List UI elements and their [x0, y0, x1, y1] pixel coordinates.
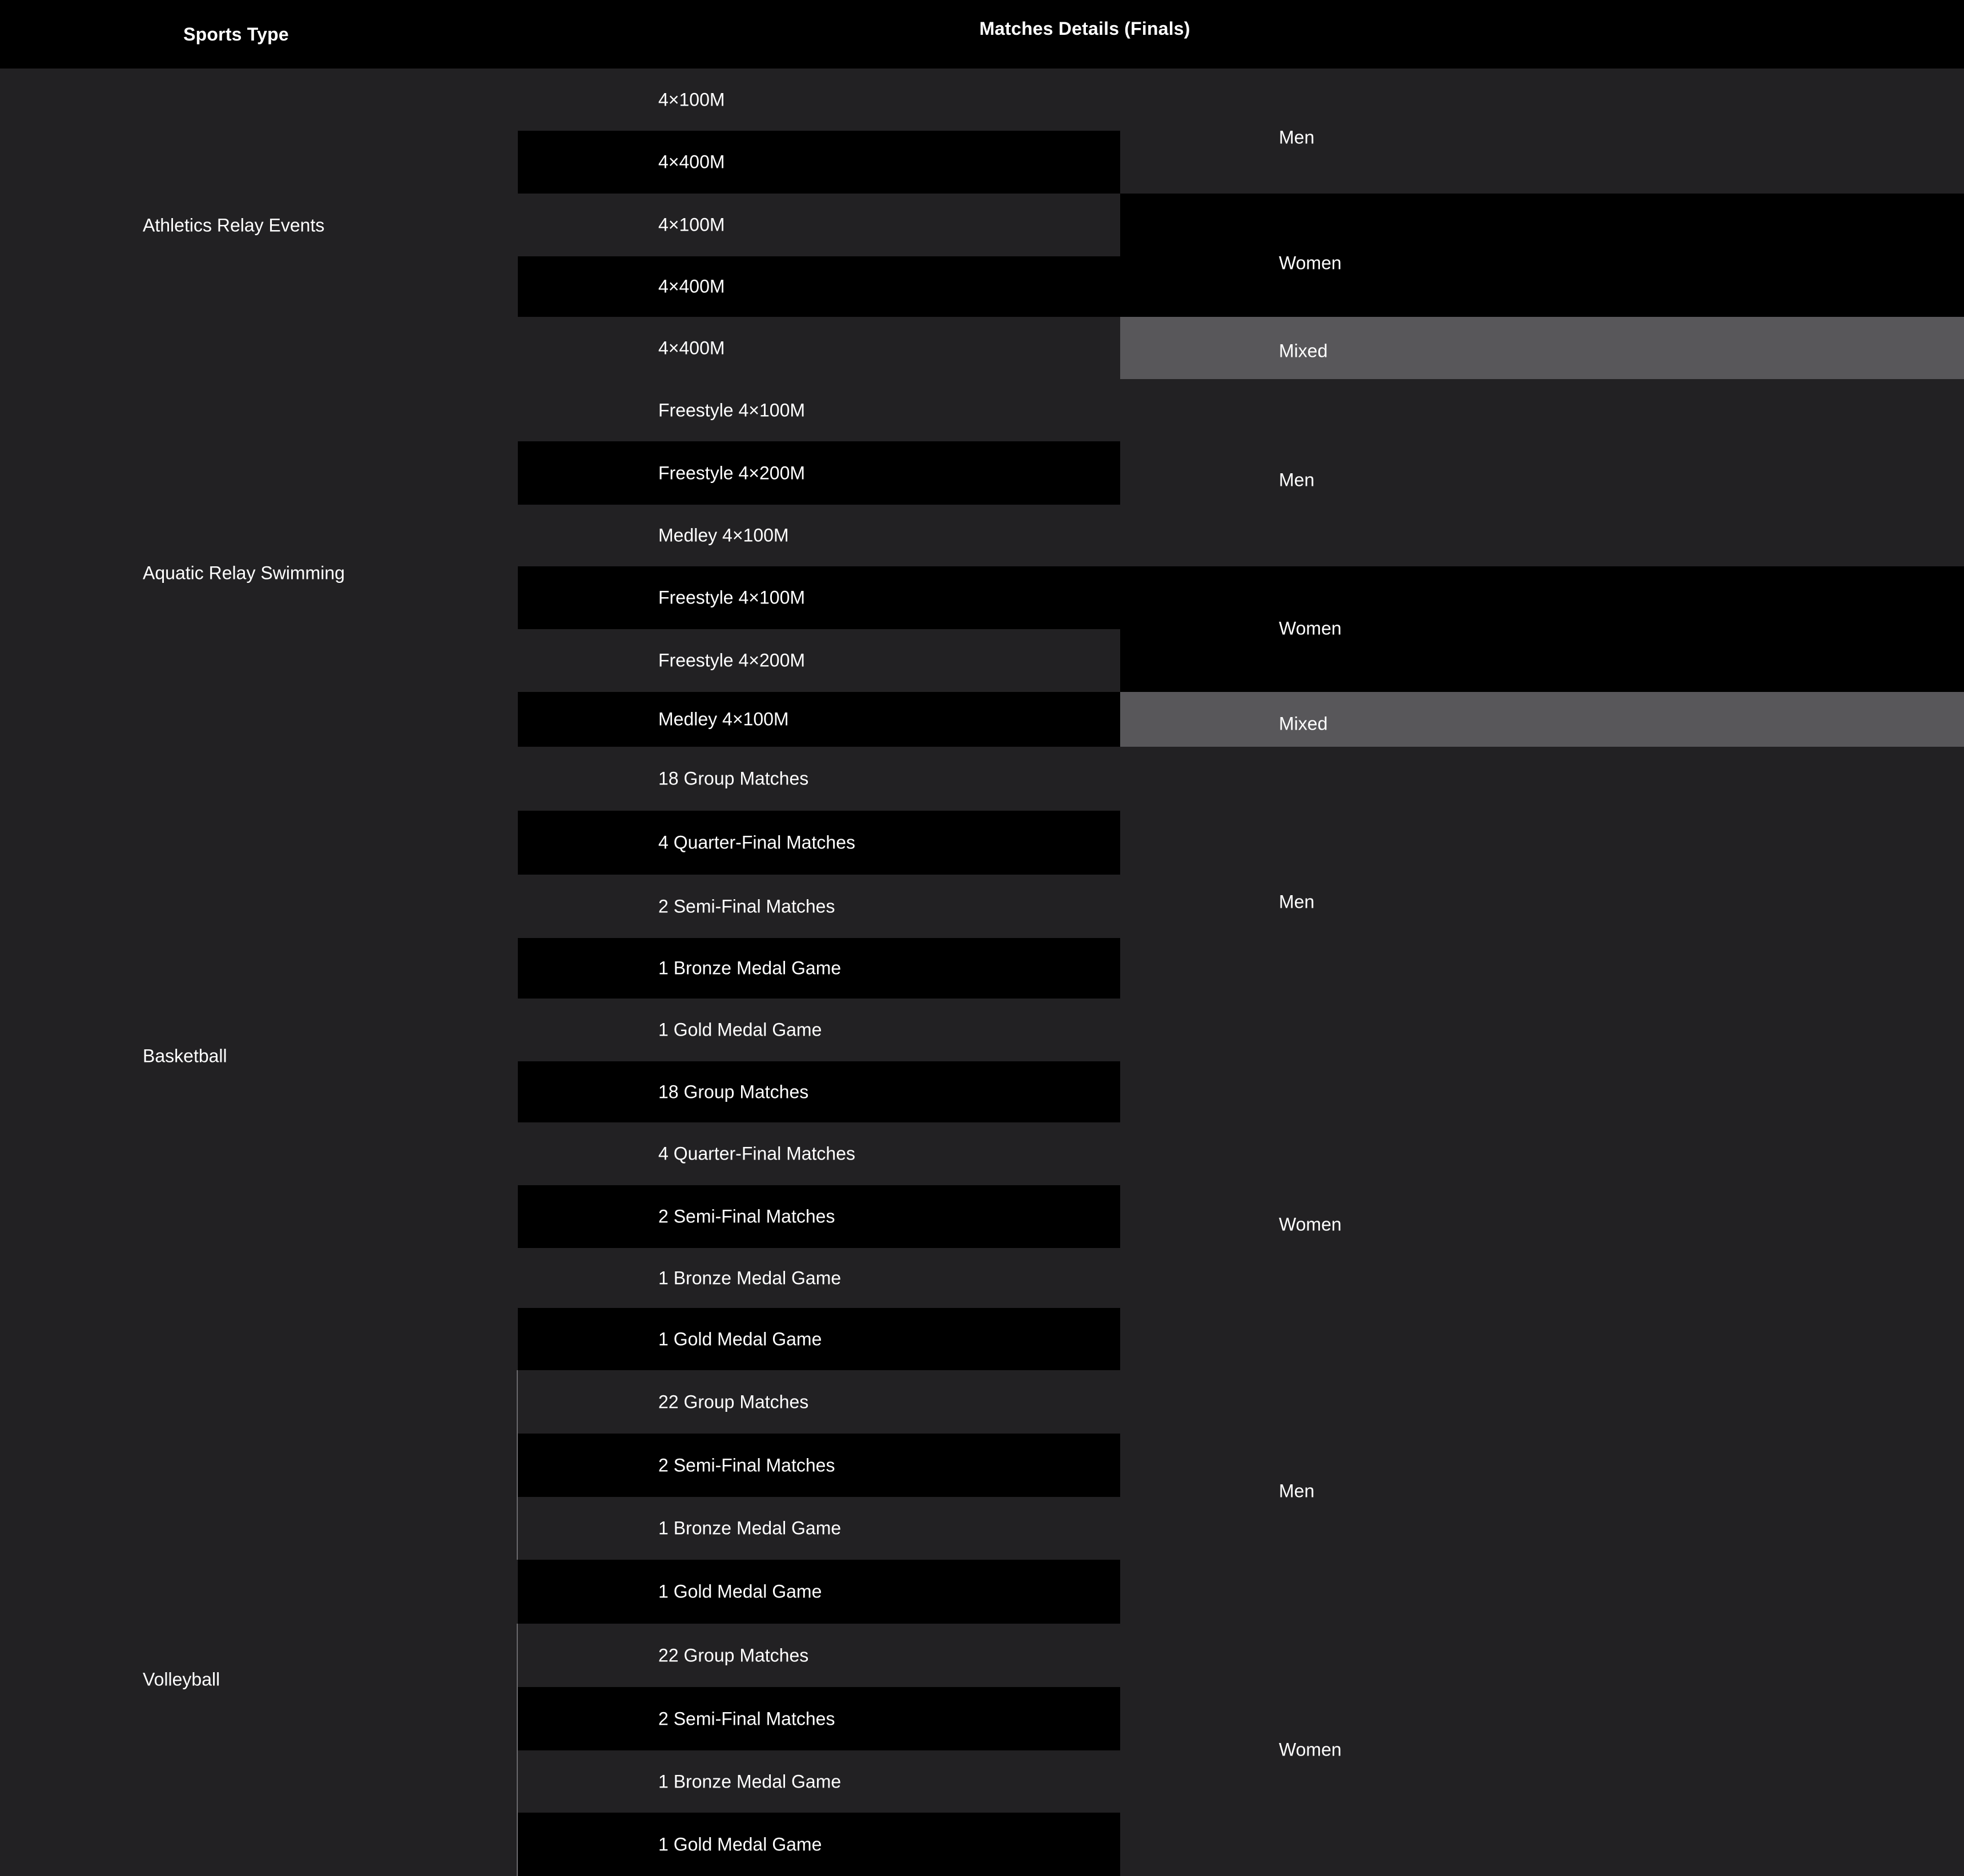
- gender-cell: [1120, 1370, 1964, 1624]
- table-row: [518, 1497, 1120, 1560]
- gender-cell: [1120, 566, 1964, 692]
- match-detail: Medley 4×100M: [658, 708, 789, 730]
- table-row: [518, 629, 1120, 692]
- match-detail: 2 Semi-Final Matches: [658, 896, 835, 916]
- table-row: [518, 441, 1120, 505]
- table-row: [518, 999, 1120, 1061]
- gender-label: Men: [1279, 469, 1315, 490]
- gender-label: Women: [1279, 618, 1342, 639]
- gender-cell: [1120, 747, 1964, 1061]
- table-row: [518, 505, 1120, 566]
- table-row: [518, 566, 1120, 629]
- match-detail: 1 Gold Medal Game: [658, 1329, 822, 1349]
- header-matches-details: Matches Details (Finals): [979, 18, 1190, 39]
- table-row: [518, 1750, 1120, 1813]
- gender-cell: [1120, 194, 1964, 317]
- gender-cell: [1120, 692, 1964, 747]
- table-row: [518, 194, 1120, 256]
- table-row: [518, 692, 1120, 747]
- match-detail: 2 Semi-Final Matches: [658, 1455, 835, 1475]
- table-row: [518, 811, 1120, 875]
- table-row: [518, 1185, 1120, 1248]
- table-row: [518, 1560, 1120, 1624]
- table-row: [518, 1308, 1120, 1370]
- table-row: [518, 875, 1120, 938]
- gender-cell: [1120, 69, 1964, 194]
- gender-label: Mixed: [1279, 340, 1328, 361]
- table-row: [518, 1248, 1120, 1308]
- gender-cell: [1120, 317, 1964, 379]
- match-detail: 4 Quarter-Final Matches: [658, 1143, 856, 1164]
- match-detail: 2 Semi-Final Matches: [658, 1206, 835, 1227]
- gender-cell: [1120, 1624, 1964, 1876]
- match-detail: 4×400M: [658, 151, 725, 172]
- gender-label: Women: [1279, 1739, 1342, 1760]
- match-detail: 4×400M: [658, 337, 725, 358]
- match-detail: 1 Gold Medal Game: [658, 1834, 822, 1854]
- table-header: [0, 0, 1964, 69]
- sport-name: Volleyball: [143, 1669, 220, 1690]
- gender-label: Men: [1279, 1480, 1315, 1501]
- gender-cell: [1120, 379, 1964, 566]
- header-sports-type: Sports Type: [183, 23, 289, 45]
- match-detail: 1 Bronze Medal Game: [658, 1267, 842, 1288]
- match-detail: 22 Group Matches: [658, 1391, 809, 1412]
- gender-label: Women: [1279, 1214, 1342, 1235]
- gender-label: Men: [1279, 891, 1315, 912]
- table-row: [518, 1122, 1120, 1185]
- match-detail: Freestyle 4×100M: [658, 587, 806, 608]
- match-detail: 4×100M: [658, 89, 725, 110]
- table-row: [518, 69, 1120, 131]
- match-detail: 22 Group Matches: [658, 1645, 809, 1665]
- sport-name: Athletics Relay Events: [143, 215, 325, 236]
- match-detail: 1 Gold Medal Game: [658, 1019, 822, 1040]
- table-row: [518, 747, 1120, 811]
- column-divider: [517, 1370, 518, 1560]
- table-row: [518, 256, 1120, 317]
- table-row: [518, 1813, 1120, 1876]
- match-detail: 1 Bronze Medal Game: [658, 1771, 842, 1792]
- match-detail: 4×100M: [658, 214, 725, 235]
- table-row: [518, 131, 1120, 194]
- table-row: [518, 1061, 1120, 1122]
- sport-name: Aquatic Relay Swimming: [143, 562, 345, 583]
- match-detail: 4×400M: [658, 276, 725, 297]
- match-detail: Medley 4×100M: [658, 525, 789, 546]
- match-detail: 18 Group Matches: [658, 1081, 809, 1102]
- match-detail: 1 Bronze Medal Game: [658, 957, 842, 979]
- match-detail: Freestyle 4×200M: [658, 462, 806, 483]
- table-row: [518, 1370, 1120, 1434]
- gender-label: Mixed: [1279, 713, 1328, 734]
- match-detail: 18 Group Matches: [658, 768, 809, 789]
- match-detail: Freestyle 4×100M: [658, 400, 806, 420]
- table-row: [518, 317, 1120, 379]
- table-row: [518, 1687, 1120, 1750]
- match-detail: 1 Gold Medal Game: [658, 1581, 822, 1602]
- table-row: [518, 1624, 1120, 1687]
- table-row: [518, 379, 1120, 441]
- match-detail: 2 Semi-Final Matches: [658, 1708, 835, 1729]
- match-detail: Freestyle 4×200M: [658, 650, 806, 671]
- gender-label: Women: [1279, 252, 1342, 273]
- match-detail: 4 Quarter-Final Matches: [658, 832, 856, 853]
- table-row: [518, 1434, 1120, 1497]
- sport-name: Basketball: [143, 1045, 227, 1066]
- gender-cell: [1120, 1061, 1964, 1370]
- gender-label: Men: [1279, 127, 1315, 148]
- table-row: [518, 938, 1120, 999]
- match-detail: 1 Bronze Medal Game: [658, 1517, 842, 1539]
- column-divider: [517, 1624, 518, 1876]
